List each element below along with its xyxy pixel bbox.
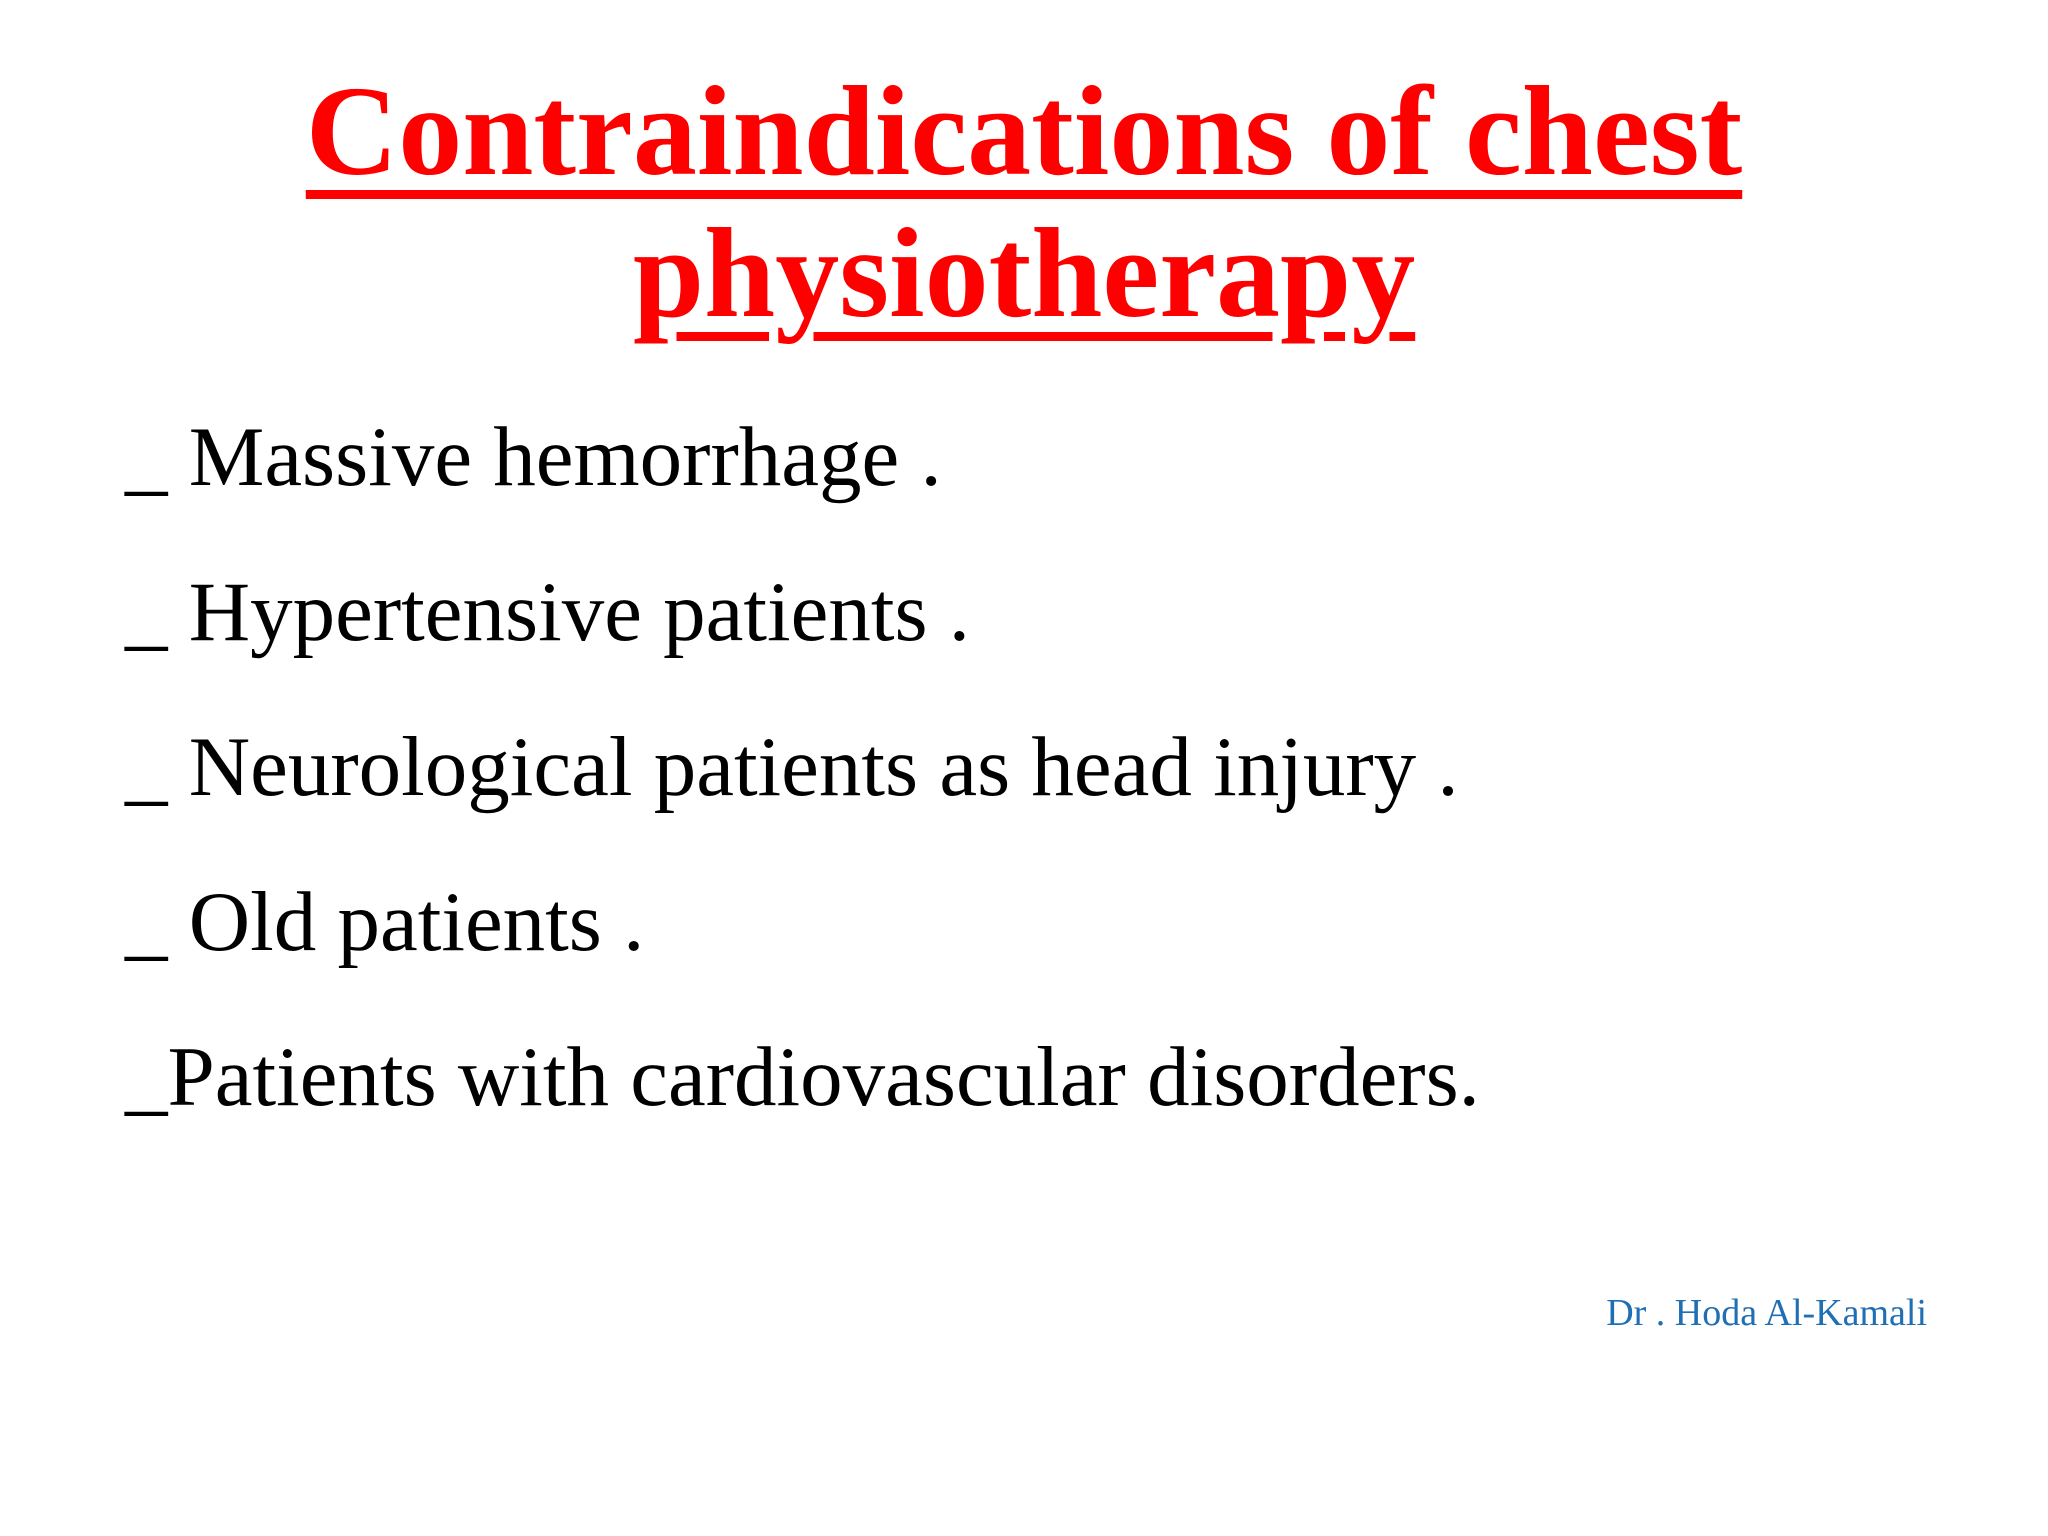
list-item: _ Massive hemorrhage . bbox=[125, 410, 942, 504]
slide-title bbox=[300, 60, 1748, 344]
contraindications-list bbox=[125, 380, 1825, 1155]
list-item: _Patients with cardiovascular disorders. bbox=[125, 1030, 1480, 1124]
slide-title-line-2: physiotherapy bbox=[632, 202, 1416, 344]
author-credit: Dr . Hoda Al-Kamali bbox=[1606, 1292, 1927, 1334]
list-item: _ Hypertensive patients . bbox=[125, 565, 971, 659]
list-item: _ Neurological patients as head injury . bbox=[125, 720, 1459, 814]
slide-title-line-1: Contraindications of chest bbox=[305, 60, 1743, 202]
list-item: _ Old patients . bbox=[125, 875, 645, 969]
